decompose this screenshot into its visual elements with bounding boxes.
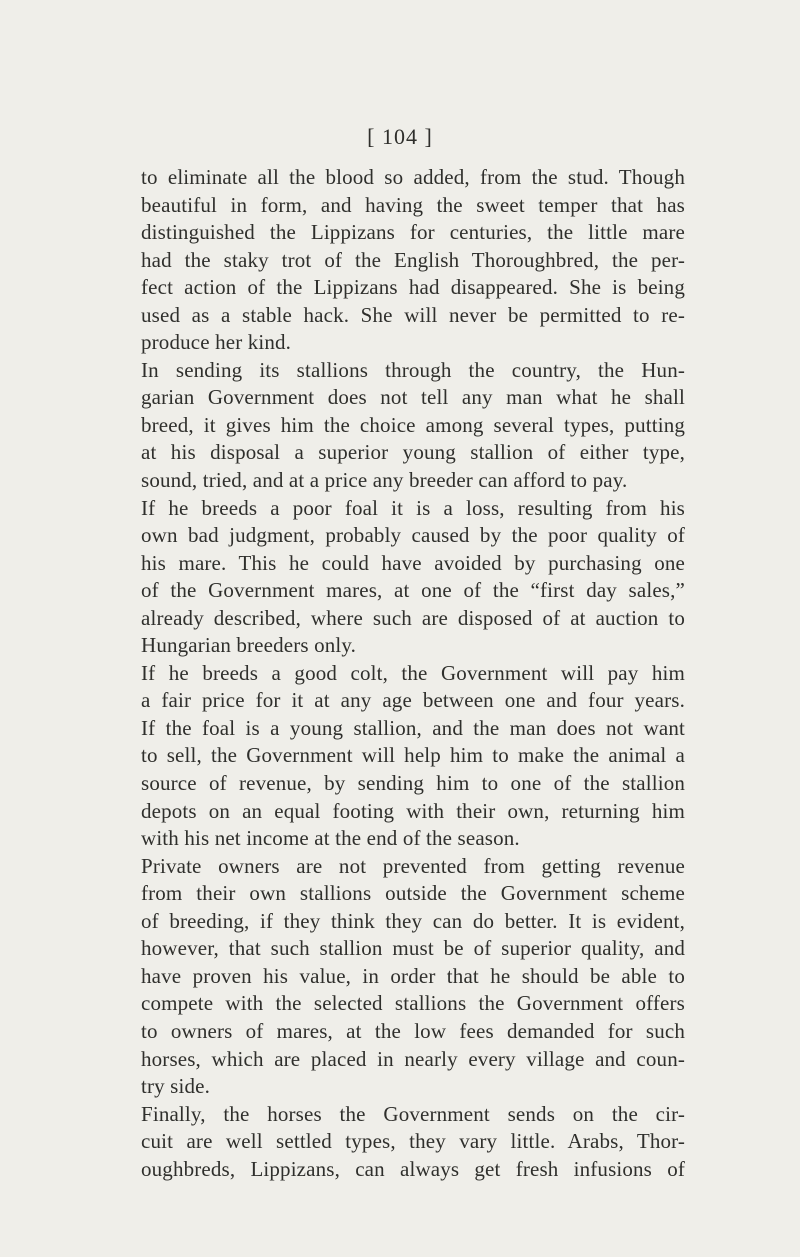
text-line: however, that such stallion must be of superior quality, and bbox=[141, 936, 685, 961]
paragraph-first-line: Private owners are not prevented from getting revenue bbox=[141, 853, 685, 878]
text-line: sound, tried, and at a price any breeder can afford to pay. bbox=[141, 468, 628, 493]
text-line: breed, it gives him the choice among several types, putting bbox=[141, 412, 685, 437]
text-line: depots on an equal footing with their own, returning him bbox=[141, 798, 685, 823]
text-line: have proven his value, in order that he should be able to bbox=[141, 963, 685, 988]
body-text bbox=[141, 164, 685, 1183]
text-line: to owners of mares, at the low fees demanded for such bbox=[141, 1018, 685, 1043]
text-line: source of revenue, by sending him to one of the stallion bbox=[141, 771, 685, 796]
text-line: distinguished the Lippizans for centuries, the little mare bbox=[141, 220, 685, 245]
text-line: of the Government mares, at one of the “first day sales,” bbox=[141, 578, 685, 603]
paragraph-first-line: Finally, the horses the Government sends on the cir- bbox=[141, 1101, 685, 1126]
text-line: compete with the selected stallions the Government offers bbox=[141, 991, 685, 1016]
text-line: own bad judgment, probably caused by the poor quality of bbox=[141, 523, 685, 548]
text-line: produce her kind. bbox=[141, 330, 292, 355]
text-line: used as a stable hack. She will never be permitted to re- bbox=[141, 302, 685, 327]
text-line: oughbreds, Lippizans, can always get fresh infusions of bbox=[141, 1156, 685, 1181]
text-line: to sell, the Government will help him to make the animal a bbox=[141, 743, 685, 768]
text-line: had the staky trot of the English Thoroughbred, the per- bbox=[141, 247, 685, 272]
text-line: cuit are well settled types, they vary little. Arabs, Thor- bbox=[141, 1129, 685, 1154]
text-line: of breeding, if they think they can do better. It is evident, bbox=[141, 908, 685, 933]
paragraph-first-line: If he breeds a good colt, the Government will pay him bbox=[141, 660, 685, 685]
text-line: garian Government does not tell any man what he shall bbox=[141, 385, 685, 410]
text-line: at his disposal a superior young stallion of either type, bbox=[141, 440, 685, 465]
paragraph-first-line: In sending its stallions through the country, the Hun- bbox=[141, 357, 685, 382]
text-line: with his net income at the end of the season. bbox=[141, 826, 520, 851]
text-line: If the foal is a young stallion, and the man does not want bbox=[141, 715, 685, 740]
text-line: to eliminate all the blood so added, from the stud. Though bbox=[141, 165, 685, 189]
text-line: Hungarian breeders only. bbox=[141, 633, 357, 658]
text-line: a fair price for it at any age between one and four years. bbox=[141, 688, 685, 713]
text-line: try side. bbox=[141, 1074, 211, 1099]
text-line: fect action of the Lippizans had disappeared. She is being bbox=[141, 275, 685, 300]
text-line: already described, where such are disposed of at auction to bbox=[141, 605, 685, 630]
text-line: his mare. This he could have avoided by purchasing one bbox=[141, 550, 685, 575]
text-line: from their own stallions outside the Government scheme bbox=[141, 881, 685, 906]
text-line: horses, which are placed in nearly every village and coun- bbox=[141, 1046, 685, 1071]
paragraph-first-line: If he breeds a poor foal it is a loss, resulting from his bbox=[141, 495, 685, 520]
text-line: beautiful in form, and having the sweet temper that has bbox=[141, 192, 685, 217]
page-number: [ 104 ] bbox=[367, 124, 433, 149]
